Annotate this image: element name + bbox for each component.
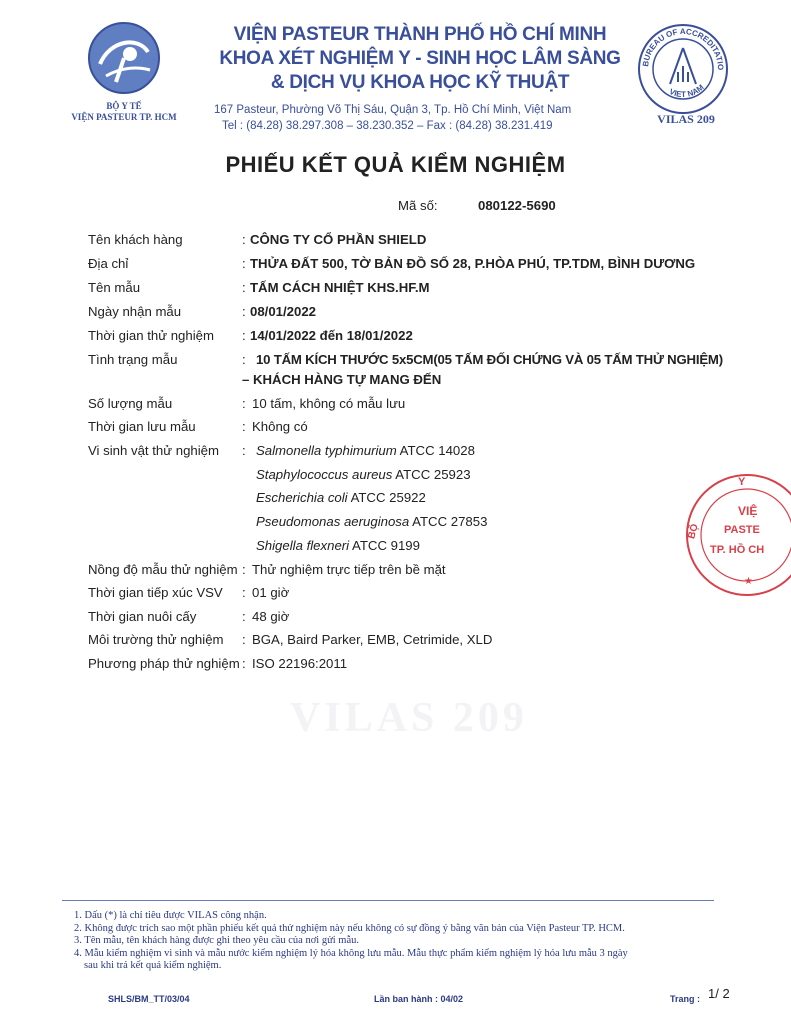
label-sample-name: Tên mẫu xyxy=(88,280,141,295)
value-concentration: Thử nghiệm trực tiếp trên bề mặt xyxy=(252,562,446,577)
header-line-2: KHOA XÉT NGHIỆM Y - SINH HỌC LÂM SÀNG xyxy=(219,48,621,69)
svg-text:VIET NAM xyxy=(668,83,706,100)
value-sample-quantity: 10 tấm, không có mẫu lưu xyxy=(252,396,406,411)
value-test-period: 14/01/2022 đến 18/01/2022 xyxy=(250,328,413,343)
label-sample-quantity: Số lượng mẫu xyxy=(88,396,173,411)
label-microorganisms: Vi sinh vật thử nghiệm xyxy=(88,443,220,458)
stamp-star-icon: ★ xyxy=(744,576,753,587)
value-contact-time: 01 giờ xyxy=(252,585,290,600)
note-4: 4. Mẫu kiểm nghiệm vi sinh và mẫu nước kiểm nghiệm lý hóa không lưu mẫu. Mẫu thực phẩm kiểm nghiệm lý hóa lưu mẫu 3 ngày xyxy=(74,947,628,959)
accred-arc-top: BUREAU OF ACCREDITATIO xyxy=(641,26,726,71)
organism-5: Shigella flexneri ATCC 9199 xyxy=(256,538,420,553)
value-incubation-time: 48 giờ xyxy=(252,609,290,624)
note-3: 3. Tên mẫu, tên khách hàng được ghi theo yêu cầu của nơi gửi mẫu. xyxy=(74,935,360,946)
footer-page-label: Trang : xyxy=(670,994,701,1004)
ma-so-value: 080122-5690 xyxy=(478,198,556,213)
label-contact-time: Thời gian tiếp xúc VSV xyxy=(88,585,223,600)
stamp-text-3: TP. HỒ CH xyxy=(710,544,765,556)
institute-label: VIỆN PASTEUR TP. HCM xyxy=(71,112,177,122)
notes-divider xyxy=(62,900,714,901)
organism-2: Staphylococcus aureus ATCC 25923 xyxy=(256,467,471,482)
value-test-method: ISO 22196:2011 xyxy=(252,656,348,671)
accreditation-code: VILAS 209 xyxy=(657,112,715,126)
note-2: 2. Không được trích sao một phần phiếu kết quả thử nghiệm này nếu không có sự đồng ý bằng văn bản của Viện Pasteur TP. HCM. xyxy=(74,922,625,934)
label-concentration: Nồng độ mẫu thử nghiệm xyxy=(88,562,238,577)
footer-issue: Lần ban hành : 04/02 xyxy=(374,994,464,1004)
stamp-text-y: Y xyxy=(738,476,746,488)
red-stamp xyxy=(682,470,791,600)
stamp-text-bo: BỘ xyxy=(686,522,701,541)
vilas-watermark: VILAS 209 xyxy=(290,695,528,741)
pasteur-logo xyxy=(86,20,162,96)
header-address: 167 Pasteur, Phường Võ Thị Sáu, Quận 3, Tp. Hồ Chí Minh, Việt Nam xyxy=(214,104,572,116)
label-sample-condition: Tình trạng mẫu xyxy=(88,352,178,367)
value-received-date: 08/01/2022 xyxy=(250,304,317,319)
organism-1: Salmonella typhimurium ATCC 14028 xyxy=(256,443,475,458)
value-test-medium: BGA, Baird Parker, EMB, Cetrimide, XLD xyxy=(252,632,493,647)
value-retention-time: Không có xyxy=(252,419,308,434)
accreditation-seal-icon xyxy=(636,22,730,116)
ma-so-label: Mã số: xyxy=(398,198,438,213)
stamp-text-1: VIỆ xyxy=(738,504,758,518)
organism-3: Escherichia coli ATCC 25922 xyxy=(256,490,426,505)
label-test-medium: Môi trường thử nghiệm xyxy=(88,632,224,647)
notes-block xyxy=(74,910,754,973)
label-test-method: Phương pháp thử nghiệm xyxy=(88,656,240,671)
label-address: Địa chỉ xyxy=(88,256,129,271)
header-contact: Tel : (84.28) 38.297.308 – 38.230.352 – Fax : (84.28) 38.231.419 xyxy=(222,120,553,132)
header-line-1: VIỆN PASTEUR THÀNH PHỐ HỒ CHÍ MINH xyxy=(233,24,607,45)
organism-4: Pseudomonas aeruginosa ATCC 27853 xyxy=(256,514,488,529)
value-sample-condition: 10 TẤM KÍCH THƯỚC 5x5CM(05 TẤM ĐỐI CHỨNG VÀ 05 TẤM THỬ NGHIỆM) xyxy=(256,352,723,367)
header-line-3: & DỊCH VỤ KHOA HỌC KỸ THUẬT xyxy=(270,72,570,93)
value-address: THỬA ĐẤT 500, TỜ BẢN ĐỒ SỐ 28, P.HÒA PHÚ, TP.TDM, BÌNH DƯƠNG xyxy=(250,256,696,271)
accred-arc-bottom: VIET NAM xyxy=(668,82,706,99)
footer-form-code: SHLS/BM_TT/03/04 xyxy=(108,994,190,1004)
pasteur-logo-icon xyxy=(86,20,162,96)
label-customer: Tên khách hàng xyxy=(88,232,183,247)
stamp-text-2: PASTE xyxy=(724,524,760,536)
document-title: PHIẾU KẾT QUẢ KIỂM NGHIỆM xyxy=(225,152,566,177)
value-customer: CÔNG TY CỔ PHẦN SHIELD xyxy=(250,232,427,247)
label-test-period: Thời gian thử nghiệm xyxy=(88,328,214,343)
value-sample-name: TẤM CÁCH NHIỆT KHS.HF.M xyxy=(250,280,430,295)
accreditation-logo xyxy=(636,22,730,116)
label-received-date: Ngày nhận mẫu xyxy=(88,304,182,319)
note-1: 1. Dấu (*) là chỉ tiêu được VILAS công nhận. xyxy=(74,910,267,921)
value-sample-condition-2: – KHÁCH HÀNG TỰ MANG ĐẾN xyxy=(242,372,442,387)
label-retention-time: Thời gian lưu mẫu xyxy=(88,419,196,434)
ministry-label: BỘ Y TẾ xyxy=(106,101,142,111)
footer-page-value: 1/ 2 xyxy=(708,986,730,1001)
label-incubation-time: Thời gian nuôi cấy xyxy=(88,609,197,624)
note-4-cont: sau khi trả kết quả kiểm nghiệm. xyxy=(84,960,222,971)
